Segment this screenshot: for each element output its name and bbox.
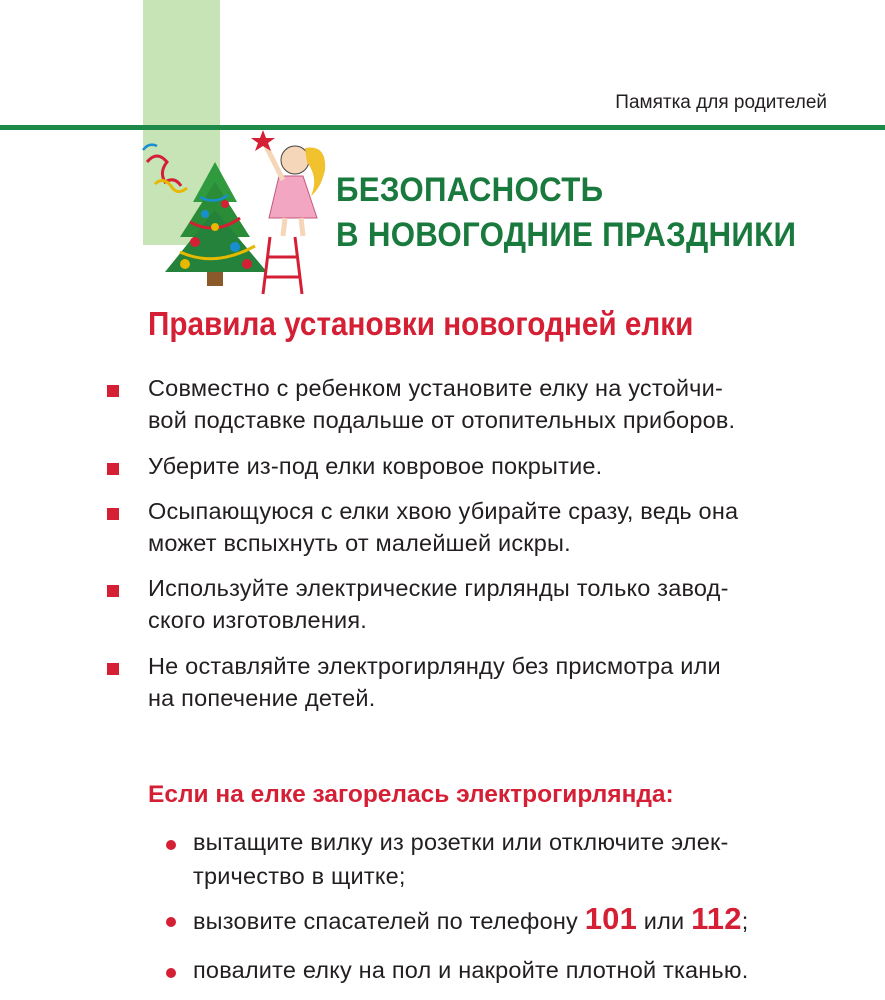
square-bullet-icon (107, 385, 119, 397)
rule-line: Уберите из-под елки ковровое покрытие. (148, 453, 603, 479)
rule-line: Используйте электрические гирлянды только завод- (148, 575, 729, 601)
dot-bullet-icon (166, 840, 176, 850)
square-bullet-icon (107, 663, 119, 675)
action-text (193, 825, 728, 893)
rule-text (148, 372, 838, 436)
header-divider (0, 125, 885, 130)
action-line: тричество в щитке; (193, 863, 406, 889)
page-title (336, 168, 796, 258)
page-title-line-2: В НОВОГОДНИЕ ПРАЗДНИКИ (336, 216, 797, 254)
action-line: повалите елку на пол и накройте плотной тканью. (193, 957, 749, 983)
rule-line: ского изготовления. (148, 607, 367, 633)
action-text (193, 953, 748, 987)
phone-number-101: 101 (584, 901, 638, 936)
rule-text (148, 572, 838, 636)
dot-bullet-icon (166, 968, 176, 978)
fire-heading: Если на елке загорелась электрогирлянда: (148, 781, 674, 808)
action-text (193, 902, 748, 938)
action-text-part: ; (741, 908, 749, 934)
page-title-line-1: БЕЗОПАСНОСТЬ (336, 171, 604, 209)
rule-line: Осыпающуюся с елки хвою убирайте сразу, ведь она (148, 498, 739, 524)
dot-bullet-icon (166, 917, 176, 927)
square-bullet-icon (107, 508, 119, 520)
rule-text (148, 450, 838, 482)
rule-line: Совместно с ребенком установите елку на устойчи- (148, 375, 723, 401)
action-text-part: или (637, 908, 692, 934)
phone-number-112: 112 (691, 901, 742, 936)
action-line: вытащите вилку из розетки или отключите элек- (193, 829, 729, 855)
square-bullet-icon (107, 463, 119, 475)
action-text-part: вызовите спасателей по телефону (193, 908, 585, 934)
square-bullet-icon (107, 585, 119, 597)
rule-line: может вспыхнуть от малейшей искры. (148, 530, 571, 556)
rule-text (148, 495, 838, 559)
rule-text (148, 650, 838, 714)
header-label: Памятка для родителей (615, 92, 827, 113)
christmas-tree-girl-icon (135, 122, 335, 297)
rule-line: Не оставляйте электрогирлянду без присмотра или (148, 653, 721, 679)
section-heading: Правила установки новогодней елки (148, 305, 694, 342)
rule-line: на попечение детей. (148, 685, 376, 711)
rule-line: вой подставке подальше от отопительных приборов. (148, 407, 736, 433)
